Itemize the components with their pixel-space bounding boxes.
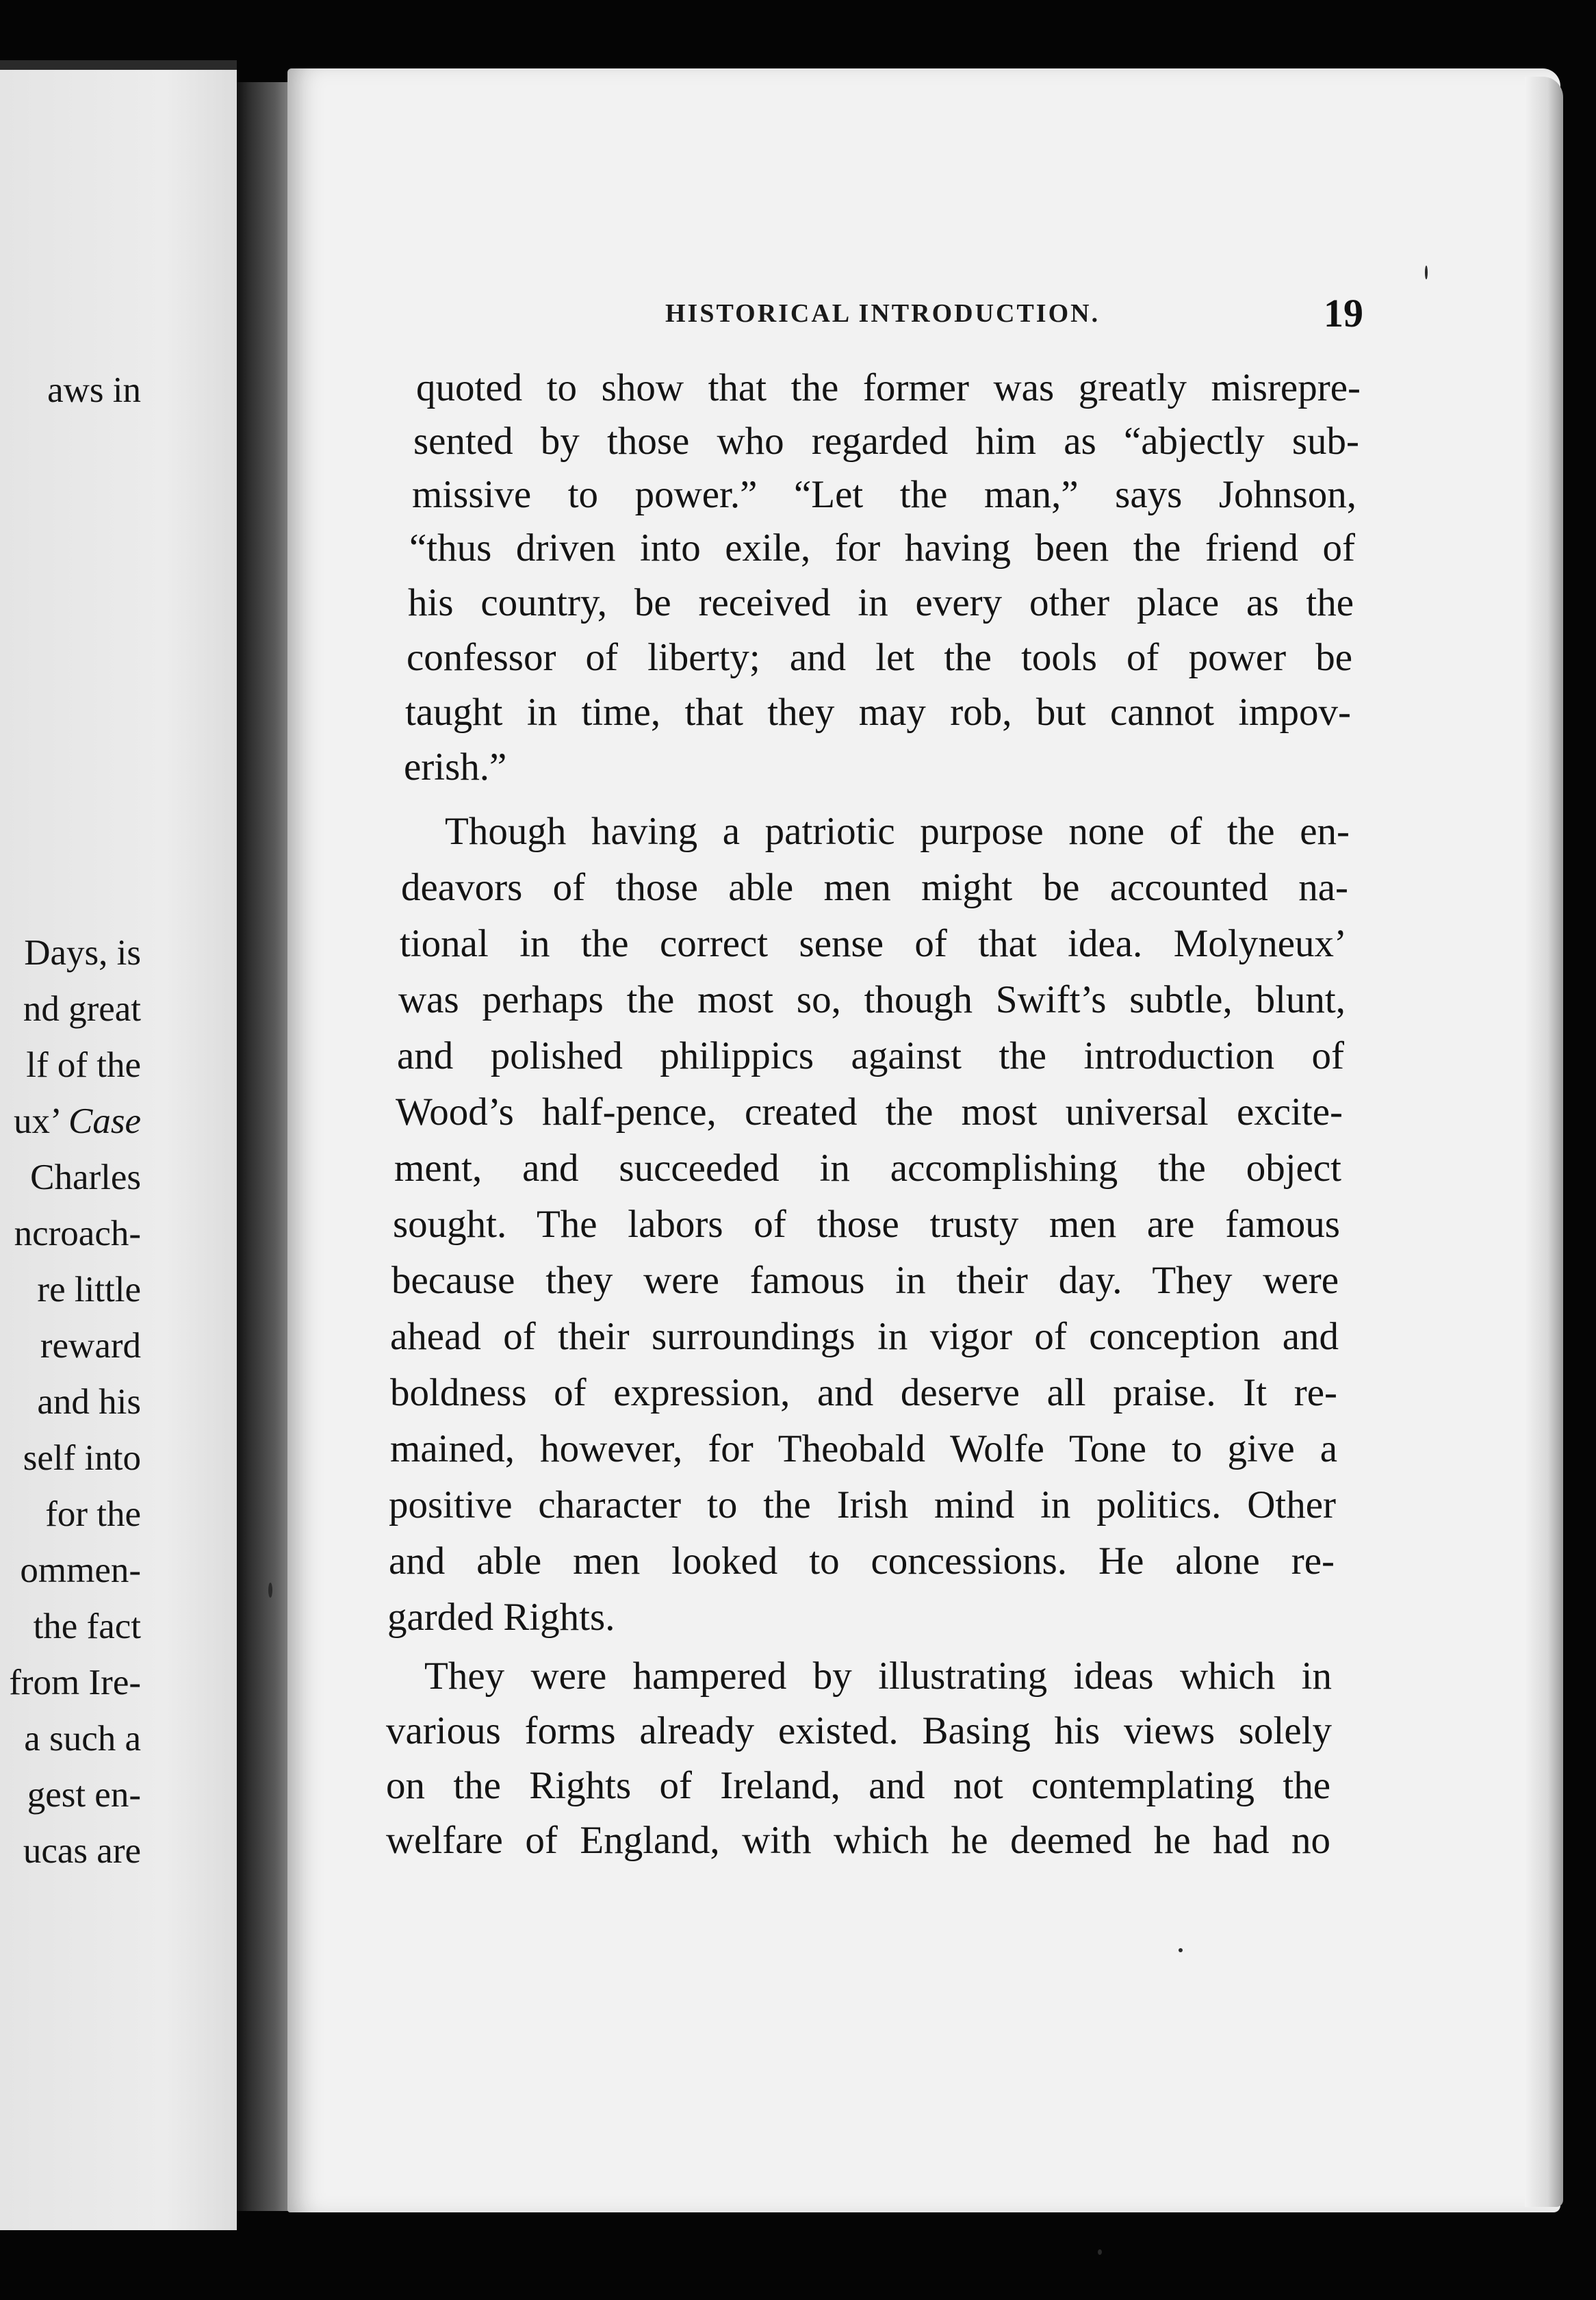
left-page-italic-word: Case (68, 1101, 141, 1141)
left-page-text-fragment: gest en- (27, 1775, 141, 1815)
body-text-line: ment, and succeeded in accomplishing the object (394, 1147, 1341, 1190)
body-text-line: tional in the correct sense of that idea. Molyneux’ (400, 922, 1347, 965)
left-page-text-fragment-part: ux’ (14, 1101, 68, 1141)
body-text-line: and able men looked to concessions. He alone re- (389, 1539, 1335, 1583)
body-text-line: sought. The labors of those trusty men are famous (393, 1203, 1340, 1246)
left-page-text-fragment: lf of the (26, 1045, 141, 1085)
page-number: 19 (1324, 291, 1363, 335)
scan-speck (268, 1583, 272, 1598)
body-text-line: erish.” (404, 745, 507, 789)
left-page-text-fragment: for the (45, 1494, 141, 1534)
body-text-line: “thus driven into exile, for having been the friend of (409, 526, 1355, 570)
scan-speck (1098, 2249, 1102, 2255)
left-page-text-fragment (14, 1099, 141, 1143)
body-text-line: quoted to show that the former was greatly misrepre- (416, 366, 1361, 409)
right-page-edge (1525, 77, 1563, 2207)
scan-speck (1179, 1948, 1183, 1952)
left-page-text-fragment: nd great (23, 989, 141, 1029)
left-page-text-fragment: the fact (33, 1607, 141, 1646)
left-page-text-fragment: ncroach- (14, 1214, 141, 1253)
left-page-text-fragment: ucas are (23, 1831, 141, 1871)
left-page-top-shadow (0, 60, 237, 70)
left-page-text-fragment: self into (23, 1438, 141, 1478)
left-facing-page (0, 60, 237, 2230)
left-page-text-fragment: Charles (30, 1158, 141, 1197)
body-text-line: missive to power.” “Let the man,” says Johnson, (412, 473, 1356, 516)
body-text-line: garded Rights. (387, 1596, 615, 1639)
left-page-text-fragment: reward (40, 1326, 141, 1366)
body-text-line: on the Rights of Ireland, and not contemplating the (386, 1764, 1330, 1807)
body-text-line: taught in time, that they may rob, but cannot impov- (405, 691, 1351, 734)
body-text-line: confessor of liberty; and let the tools of power be (407, 636, 1352, 679)
body-text-line: Wood’s half-pence, created the most universal excite- (396, 1090, 1343, 1134)
left-page-text-fragment: Days, is (24, 933, 141, 973)
left-page-text-fragment: and his (37, 1382, 141, 1422)
body-text-line: sented by those who regarded him as “abjectly sub- (413, 420, 1359, 463)
left-page-text-fragment: ommen- (20, 1550, 141, 1590)
body-text-line: mained, however, for Theobald Wolfe Tone to give a (390, 1427, 1337, 1470)
body-text-line: welfare of England, with which he deemed he had no (386, 1819, 1330, 1862)
left-page-text-fragment: from Ire- (9, 1663, 141, 1702)
body-text-line: his country, be received in every other place as the (408, 581, 1354, 624)
body-text-line: boldness of expression, and deserve all praise. It re- (390, 1371, 1337, 1414)
running-head (665, 291, 1363, 342)
running-head-title: HISTORICAL INTRODUCTION. (665, 299, 1101, 328)
body-text-line: positive character to the Irish mind in politics. Other (389, 1483, 1336, 1526)
left-page-text-fragment: re little (37, 1270, 141, 1309)
body-text-line: ahead of their surroundings in vigor of conception and (390, 1315, 1339, 1358)
body-text-line: Though having a patriotic purpose none of the en- (445, 810, 1350, 853)
left-page-text-fragment: aws in (47, 370, 141, 410)
body-text-line: was perhaps the most so, though Swift’s subtle, blunt, (398, 978, 1346, 1021)
body-text-line: They were hampered by illustrating ideas which in (424, 1654, 1332, 1698)
body-text-line: deavors of those able men might be accounted na- (401, 866, 1348, 909)
left-page-text-fragment: a such a (24, 1719, 141, 1759)
body-text-line: because they were famous in their day. They were (391, 1259, 1339, 1302)
scan-speck (1425, 266, 1428, 279)
body-text-line: and polished philippics against the introduction of (397, 1034, 1344, 1077)
body-text-line: various forms already existed. Basing his views solely (386, 1709, 1332, 1752)
